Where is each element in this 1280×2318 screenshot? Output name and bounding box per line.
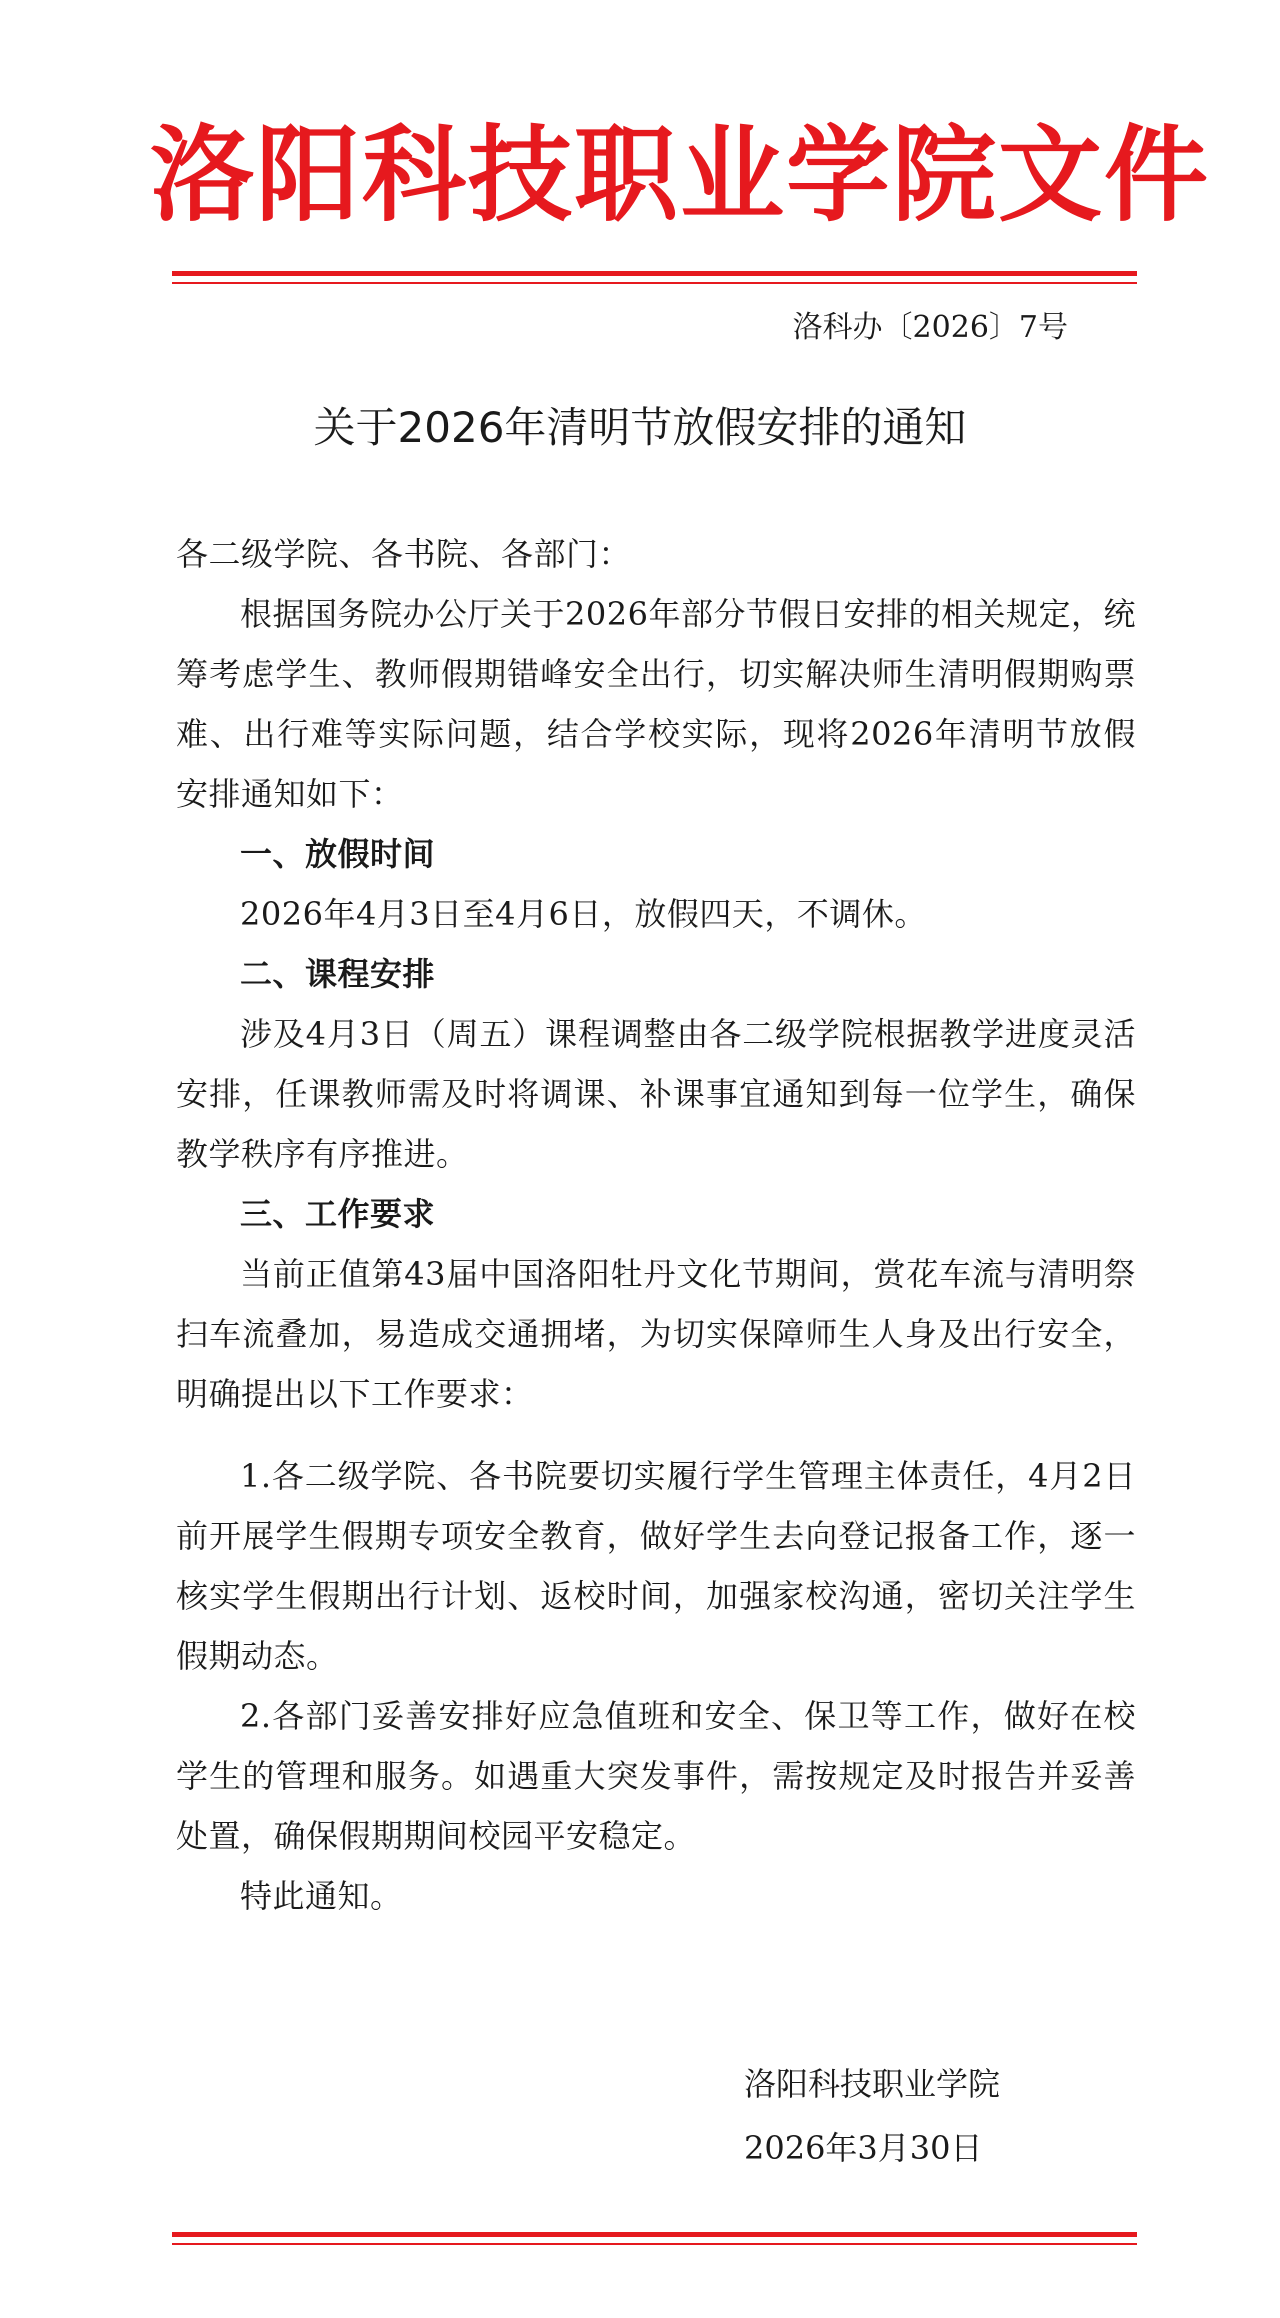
footer-rule-thin — [172, 2243, 1137, 2245]
section-heading-work-requirements: 三、工作要求 — [240, 1195, 436, 1233]
section-paragraph-course-arrangement: 涉及4月3日（周五）课程调整由各二级学院根据教学进度灵活安排，任课教师需及时将调课、补课事宜通知到每一位学生，确保教学秩序有序推进。 — [176, 1015, 1136, 1173]
requirement-item: 1.各二级学院、各书院要切实履行学生管理主体责任，4月2日前开展学生假期专项安全教育，做好学生去向登记报备工作，逐一核实学生假期出行计划、返校时间，加强家校沟通，密切关注学生假期动态。 — [176, 1457, 1136, 1675]
masthead-title: 洛阳科技职业学院文件 — [150, 113, 1211, 236]
closing-text: 特此通知。 — [240, 1877, 403, 1915]
document-title: 关于2026年清明节放假安排的通知 — [313, 403, 967, 452]
signature-block — [744, 2052, 1000, 2180]
document-body — [176, 524, 1136, 1926]
masthead-rule-thin — [172, 282, 1137, 284]
signature-organization: 洛阳科技职业学院 — [743, 2065, 1000, 2103]
section-heading-course-arrangement: 二、课程安排 — [240, 955, 436, 993]
requirement-item: 2.各部门妥善安排好应急值班和安全、保卫等工作，做好在校学生的管理和服务。如遇重大突发事件，需按规定及时报告并妥善处置，确保假期期间校园平安稳定。 — [176, 1697, 1136, 1855]
masthead-rule-thick — [172, 271, 1137, 276]
section-paragraph-vacation-time: 2026年4月3日至4月6日，放假四天，不调休。 — [240, 895, 927, 933]
section-paragraph-work-requirements: 当前正值第43届中国洛阳牡丹文化节期间，赏花车流与清明祭扫车流叠加，易造成交通拥堵，为切实保障师生人身及出行安全，明确提出以下工作要求： — [176, 1255, 1136, 1413]
signature-date: 2026年3月30日 — [743, 2129, 983, 2167]
footer-rule-thick — [172, 2232, 1137, 2237]
document-number: 洛科办〔2026〕7号 — [792, 310, 1068, 345]
salutation: 各二级学院、各书院、各部门： — [176, 535, 632, 573]
paragraph-gap — [176, 1424, 1136, 1446]
section-heading-vacation-time: 一、放假时间 — [240, 835, 436, 873]
intro-paragraph: 根据国务院办公厅关于2026年部分节假日安排的相关规定，统筹考虑学生、教师假期错峰安全出行，切实解决师生清明假期购票难、出行难等实际问题，结合学校实际，现将2026年清明节放假安排通知如下： — [176, 595, 1136, 813]
